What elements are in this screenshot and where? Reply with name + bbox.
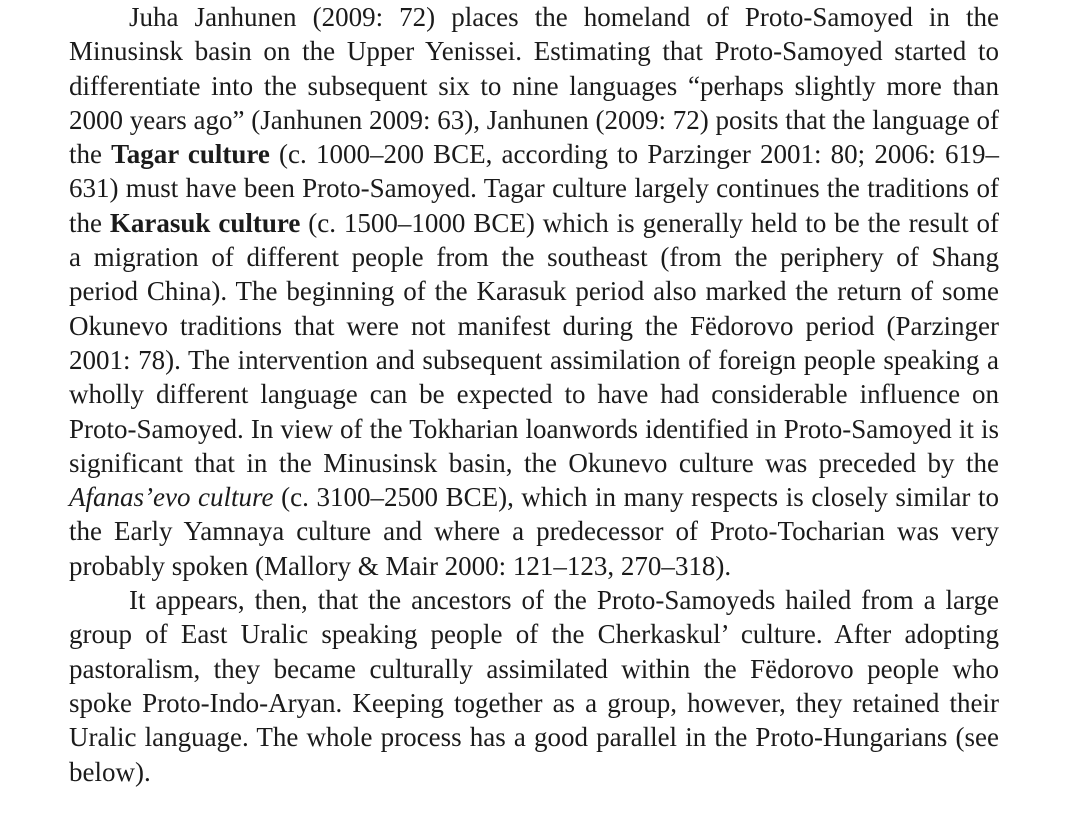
paragraph-1-text: (c. 3100–2500 BCE), which in many respects is closely similar to the Early Yamnaya culture and where a predecessor of Proto-Tocharian was very probably spoken (Mallory & Mair 2000: 121–123, 270–318).: [69, 482, 1000, 581]
body-text: [69, 0, 999, 789]
paragraph-1-text: (c. 1500–1000 BCE) which is generally held to be the result of a migration of different people from the southeast (from the periphery of Shang period China). The beginning of the Karasuk period also marked the return of some Okunevo traditions that were not manifest during the Fëdorovo period (Parzinger 2001: 78). The intervention and subsequent assimilation of foreign people speaking a wholly different language can be expected to have had considerable influence on Proto-Samoyed. In view of the Tokharian loanwords identified in Proto-Samoyed it is significant that in the Minusinsk basin, the Okunevo culture was preceded by the: [69, 207, 999, 478]
paragraph-2-text: It appears, then, that the ancestors of the Proto-Samoyeds hailed from a large group of East Uralic speaking people of the Cherkaskul’ culture. After adopting pastoralism, they became culturally assimilated within the Fëdorovo people who spoke Proto-Indo-Aryan. Keeping together as a group, however, they retained their Uralic language. The whole process has a good parallel in the Proto-Hungarians (see below).: [69, 585, 999, 787]
paragraph-2: [69, 583, 999, 789]
paragraph-1-text: Juha Janhunen (2009: 72) places the homeland of Proto-Samoyed in the Minusinsk basin on the Upper Yenissei. Estimating that Proto-Samoyed started to differentiate into the subsequent six to nine languages “perhaps slightly more than 2000 years ago” (Janhunen 2009: 63), Janhunen (2009: 72) posits that the language of the: [69, 2, 999, 170]
paragraph-1-text: (c. 1000–200 BCE, according to Parzinger 2001: 80; 2006: 619–631) must have been Proto-Samoyed. Tagar culture largely continues the traditions of the: [69, 139, 1000, 238]
term-tagar-culture: Tagar culture: [111, 139, 270, 170]
term-karasuk-culture: Karasuk culture: [109, 207, 301, 238]
term-afanasevo-culture: Afanas’evo culture: [69, 482, 274, 513]
paragraph-1: [69, 0, 999, 583]
